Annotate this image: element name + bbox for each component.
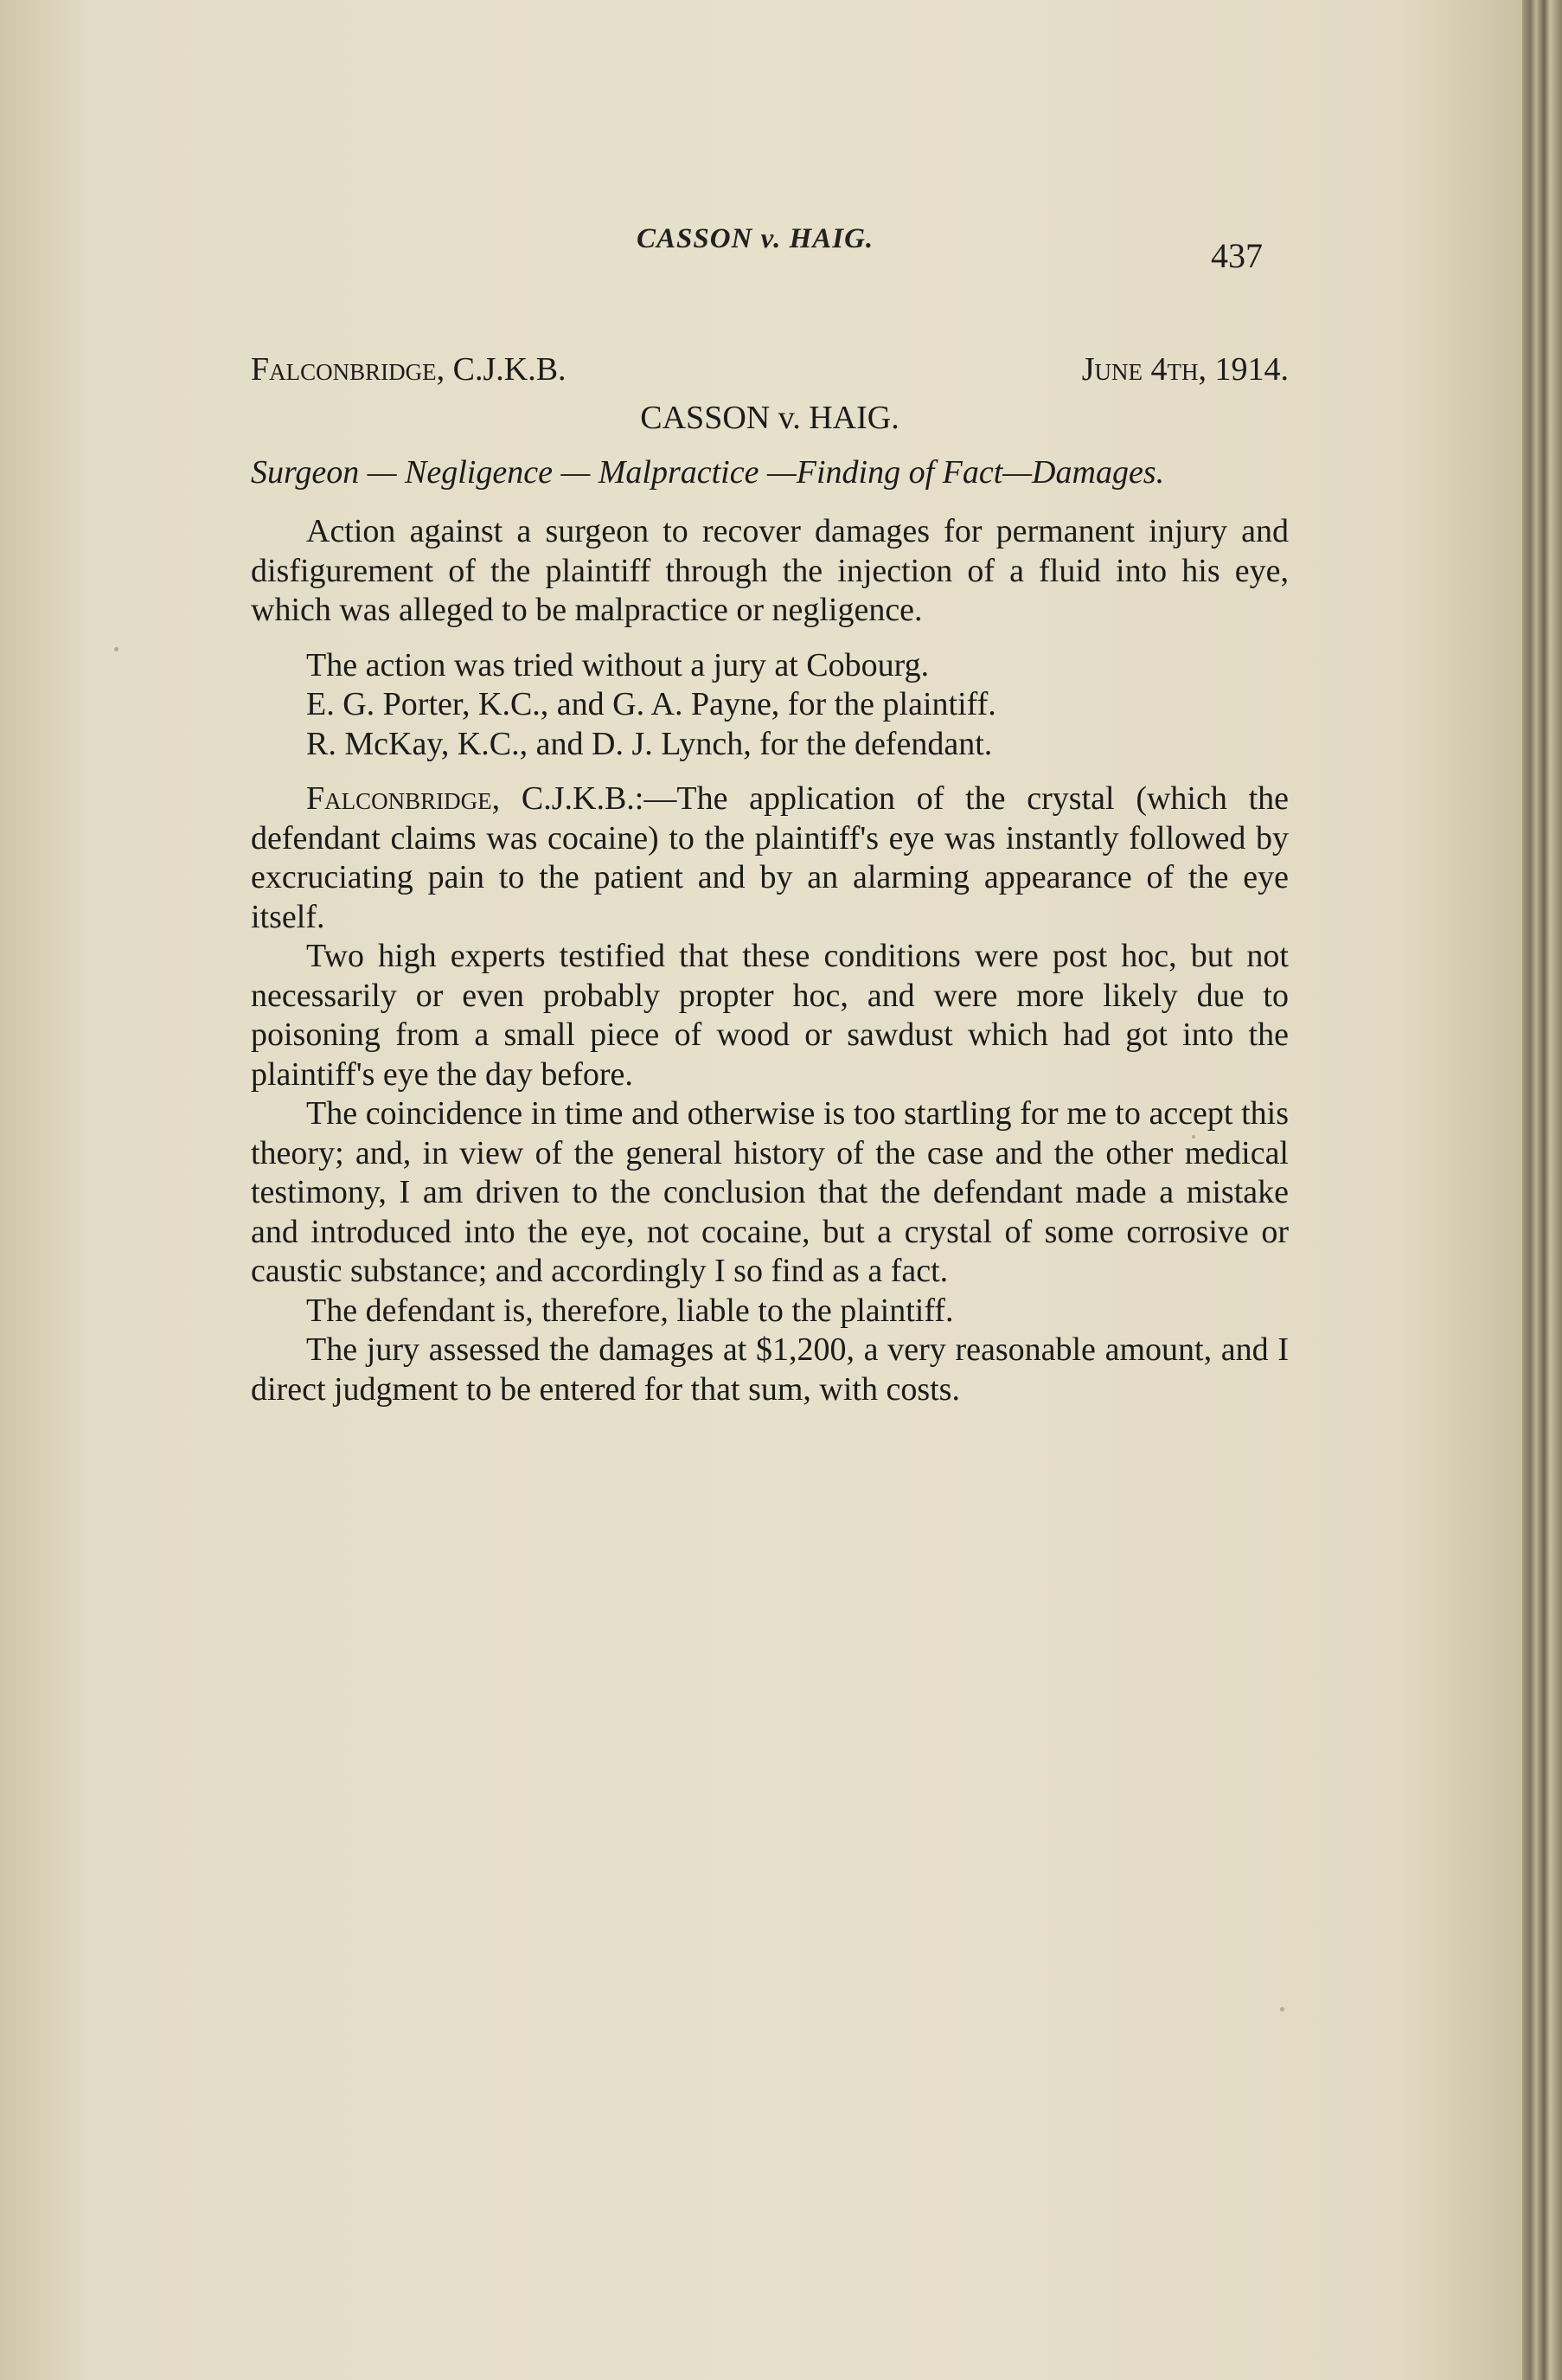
trial-note: The action was tried without a jury at Cobourg. xyxy=(306,646,930,683)
running-head: CASSON v. HAIG. xyxy=(637,223,874,254)
judgment-paragraph: The jury assessed the damages at $1,200, a very reasonable amount, and I direct judgment to be entered for that sum, with costs. xyxy=(251,1331,1289,1408)
judgment-judge: Falconbridge, C.J.K.B. xyxy=(306,780,635,817)
page-body xyxy=(251,350,1289,1409)
paper-speck xyxy=(114,647,118,651)
judgment-opening xyxy=(251,779,1289,937)
paper-speck xyxy=(1280,2007,1284,2011)
judgment-paragraph: Two high experts testified that these conditions were post hoc, but not necessarily or even probably propter hoc, and were more likely due to poisoning from a small piece of wood or sawdust which had got into the plaintiff's eye the day before. xyxy=(251,938,1289,1093)
case-title: CASSON v. HAIG. xyxy=(640,399,899,436)
page-number: 437 xyxy=(1211,236,1263,275)
bench-line xyxy=(251,350,1289,390)
judgment-paragraph: The coincidence in time and otherwise is too startling for me to accept this theory; and, in view of the general history of the case and the other medical testimony, I am driven to the conclusion that the defendant made a mistake and introduced into the eye, not cocaine, but a crystal of some corrosive or caustic substance; and accordingly I so find as a fact. xyxy=(251,1095,1289,1289)
judgment-date: June 4th, 1914. xyxy=(1081,351,1289,388)
headnote: Surgeon — Negligence — Malpractice —Finding of Fact—Damages. xyxy=(251,454,1165,491)
judgment-opening-text: :—The application of the crystal (which the defendant claims was cocaine) to the plaintiff's eye was instantly followed by excruciating pain to the patient and by an alarming appearance of the eye itself. xyxy=(251,780,1289,935)
judgment-paragraph: The defendant is, therefore, liable to the plaintiff. xyxy=(306,1292,954,1329)
case-summary: Action against a surgeon to recover damages for permanent injury and disfigurement of the plaintiff through the injection of a fluid into his eye, which was alleged to be malpractice or negligence. xyxy=(251,513,1289,628)
defendant-counsel: R. McKay, K.C., and D. J. Lynch, for the defendant. xyxy=(306,725,993,762)
book-binding xyxy=(1522,0,1562,2380)
plaintiff-counsel: E. G. Porter, K.C., and G. A. Payne, for the plaintiff. xyxy=(306,686,996,722)
bench-judge: Falconbridge, C.J.K.B. xyxy=(251,351,567,388)
